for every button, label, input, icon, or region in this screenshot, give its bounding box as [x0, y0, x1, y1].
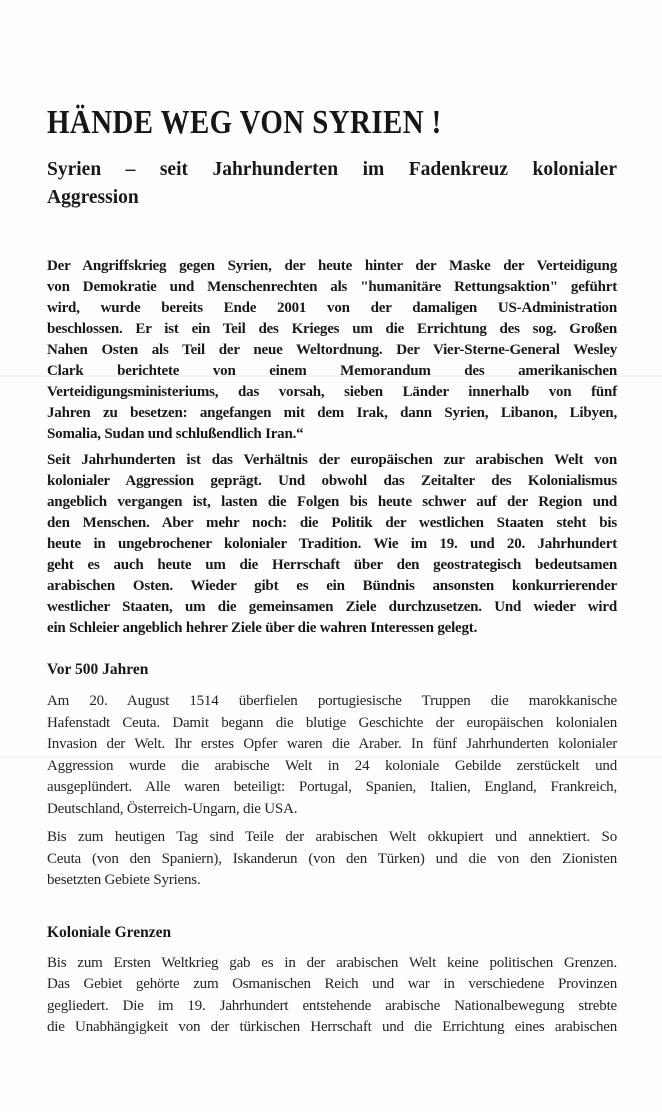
paragraph-line: besetzten Gebiete Syriens.	[47, 872, 201, 888]
paragraph-line: Bis zum heutigen Tag sind Teile der arabischen Welt okkupiert und annektiert. So	[47, 829, 617, 845]
paragraph-line: gegliedert. Die im 19. Jahrhundert entstehende arabische Nationalbewegung strebte	[47, 997, 617, 1014]
paragraph-line: Somalia, Sudan und schlußendlich Iran.“	[47, 426, 304, 442]
paragraph-line: arabischen Osten. Wieder gibt es ein Bündnis ansonsten konkurrierender	[47, 578, 617, 594]
subtitle-line: Aggression	[47, 187, 139, 208]
paragraph-line: Seit Jahrhunderten ist das Verhältnis der europäischen zur arabischen Welt von	[47, 452, 617, 468]
section-heading-koloniale-grenzen: Koloniale Grenzen	[47, 923, 172, 941]
section-heading-vor-500-jahren: Vor 500 Jahren	[47, 661, 149, 678]
paragraph-line: Invasion der Welt. Ihr erstes Opfer waren die Araber. In fünf Jahrhunderten kolonialer	[47, 736, 617, 752]
paragraph-line: kolonialer Aggression geprägt. Und obwohl das Zeitalter des Kolonialismus	[47, 473, 617, 489]
paragraph-line: Nahen Osten als Teil der neue Weltordnung. Der Vier-Sterne-General Wesley	[47, 342, 617, 358]
paragraph-line: angeblich vergangen ist, lasten die Folgen bis heute schwer auf der Region und	[47, 494, 617, 510]
paragraph-line: Der Angriffskrieg gegen Syrien, der heute hinter der Maske der Verteidigung	[47, 258, 617, 274]
paragraph-line: geht es auch heute um die Herrschaft über den geostrategisch bedeutsamen	[47, 557, 617, 573]
paragraph-line: von Demokratie und Menschenrechten als "humanitäre Rettungsaktion" geführt	[47, 279, 617, 295]
paragraph-line: Bis zum Ersten Weltkrieg gab es in der arabischen Welt keine politischen Grenzen.	[47, 954, 617, 971]
document-title: HÄNDE WEG VON SYRIEN !	[47, 104, 442, 141]
paragraph-line: den Menschen. Aber mehr noch: die Politik der westlichen Staaten steht bis	[47, 515, 617, 531]
paragraph-line: Am 20. August 1514 überfielen portugiesische Truppen die marokkanische	[47, 693, 617, 709]
paragraph-line: die Unabhängigkeit von der türkischen Herrschaft und die Errichtung eines arabischen	[47, 1019, 617, 1035]
paragraph-line: wird, wurde bereits Ende 2001 von der damaligen US-Administration	[47, 300, 617, 316]
paragraph-line: beschlossen. Er ist ein Teil des Krieges um die Errichtung des sog. Großen	[47, 321, 617, 337]
subtitle-line: Syrien – seit Jahrhunderten im Fadenkreuz kolonialer	[47, 159, 617, 180]
paragraph-line: Aggression wurde die arabische Welt in 24 koloniale Gebilde zerstückelt und	[47, 757, 617, 774]
document-subtitle	[47, 156, 617, 212]
paragraph-line: Verteidigungsministeriums, das vorsah, sieben Länder innerhalb von fünf	[47, 384, 617, 400]
paragraph-line: ein Schleier angeblich hehrer Ziele über die wahren Interessen gelegt.	[47, 620, 478, 636]
intro-paragraph-2	[47, 450, 617, 639]
section2-paragraph-1	[47, 953, 617, 1039]
paragraph-line: Hafenstadt Ceuta. Damit begann die blutige Geschichte der europäischen kolonialen	[47, 714, 617, 731]
section1-paragraph-2	[47, 827, 617, 892]
paragraph-line: heute in ungebrochener kolonialer Tradition. Wie im 19. und 20. Jahrhundert	[47, 536, 617, 552]
paragraph-line: Clark berichtete von einem Memorandum des amerikanischen	[47, 363, 617, 379]
intro-paragraph-1	[47, 256, 617, 445]
paragraph-line: westlicher Staaten, um die gemeinsamen Ziele durchzusetzen. Und wieder wird	[47, 599, 617, 615]
paragraph-line: Deutschland, Österreich-Ungarn, die USA.	[47, 800, 298, 817]
section1-paragraph-1	[47, 691, 617, 820]
paragraph-line: Das Gebiet gehörte zum Osmanischen Reich und war in verschiedene Provinzen	[47, 976, 617, 992]
document-content	[47, 0, 617, 1039]
paragraph-line: Ceuta (von den Spaniern), Iskanderun (von den Türken) und die von den Zionisten	[47, 850, 617, 867]
paragraph-line: ausgeplündert. Alle waren beteiligt: Portugal, Spanien, Italien, England, Frankreich,	[47, 779, 617, 795]
paragraph-line: Jahren zu besetzen: angefangen mit dem Irak, dann Syrien, Libanon, Libyen,	[47, 405, 617, 421]
